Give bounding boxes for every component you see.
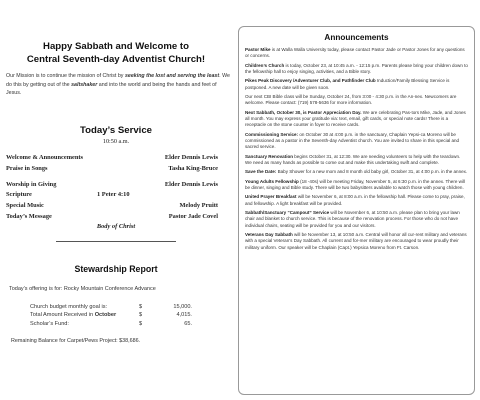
fund-row [30,303,200,311]
fund-list [30,303,200,328]
fund-label [30,321,69,327]
announcement-item [245,154,468,167]
mission-text-before: Our Mission is to continue the mission of Christ by [6,73,125,79]
service-row-person: Elder Dennis Lewis [164,154,218,161]
service-row-label: Scripture [6,191,32,199]
announcement-text: Induction/Family Blessing Service is postponed. A new date will be given soon. [245,78,450,90]
fund-currency: $ [139,312,143,319]
mission-emphasis-1: seeking the lost and serving the least [124,73,220,79]
welcome-title-line1: Happy Sabbath and Welcome to [43,41,189,52]
announcement-item [245,132,468,151]
remaining-balance [11,337,233,345]
service-row-person: Tasha King-Bruce [168,164,218,172]
announcement-item [245,63,468,76]
announcement-text: begins October 31, at 12:30. We are needing volunteers to help with the teardown. We need as many hands as possible to come out and make this undertaking swift and complete. [245,153,461,165]
announcement-text: (18 -40s) will be meeting Friday, November 5, at 6:30 p.m. in the annex. There will be dinner, singing and Bible study. There will be two babysitters available to watch those with young children. [245,178,465,190]
service-row [6,180,232,191]
announcement-text: Baby Shower for a new mom and 8 month old baby girl, October 31, at 4:00 p.m. in the annex. [276,169,468,175]
announcement-item [245,47,468,60]
service-order [6,153,232,223]
welcome-title [0,40,232,66]
remaining-balance-value: $38,686. [119,338,141,344]
announcement-heading: Save the Date: [245,169,277,175]
announcement-text: Our next CBI Bible class will be Sunday, October 24, from 3:00 - 4:30 p.m. in the An-nex. Newcomers are welcome. Please contact: (719) 578-5636 for more information. [245,94,457,106]
service-row-label: Special Music [6,202,44,210]
fund-currency: $ [139,304,143,310]
fund-label-text: Church budget monthly goal is: [30,304,108,310]
announcement-heading: Pastor Mike [245,47,271,52]
remaining-balance-label: Remaining Balance for Carpet/Pews Project: [11,338,120,344]
announcement-text: will be November 6, at 8:00 a.m. in the fellowship hall. Please come to pray, praise, and fellowship. A light breakfast will be provided. [245,194,465,206]
fund-amount: 65. [184,320,192,327]
announcement-item [245,94,468,107]
service-row-label: Worship in Giving [6,180,57,188]
service-row-person: Pastor Jade Covel [168,212,218,220]
mission-text-after: and into the world and being the hands and feet of Jesus. [6,81,217,97]
announcement-heading: Commissioning Service: [245,131,299,137]
fund-label [30,304,107,310]
service-row-label: Praise in Songs [6,164,48,172]
announcement-text: will be November 6, at 10:50 a.m. please plan to bring your lawn chair and blanket to church service. This is because of the renovation process. For those who do not have individual chairs, seating will be provided for you and our visitors. [245,210,460,228]
announcement-heading: Children’s Church [245,62,285,68]
mission-emphasis-2: saltshaker [71,81,98,88]
service-row [6,190,232,201]
fund-row [30,320,200,328]
announcement-heading: Young Adults Fellowship [245,178,299,184]
service-row-label: Today’s Message [6,212,52,220]
service-closing: Body of Christ [96,223,136,230]
service-row-person: Elder Dennis Lewis [164,180,218,188]
announcements-panel [238,26,475,395]
section-divider [56,241,176,242]
service-row [6,164,232,175]
service-row-reference: 1 Peter 4:10 [97,191,130,199]
announcement-item [245,210,468,229]
service-row-person: Melody Pruitt [179,202,218,210]
announcement-text: is at Walla Walla University today, please contact Pastor Jade or Pastor Jones for any questions or concerns. [245,47,465,59]
announcement-heading: Next Sabbath, October 30, is Pastor Appreciation Day. [245,109,362,115]
announcement-item [245,78,468,91]
announcement-text: on October 30 at 4:00 p.m. in the sanctuary, Chaplain Yepsi-ca Moreno will be commissioned as a pastor in the Seventh-day Adventist church. You are invited to share in this special and sacred service. [245,131,460,150]
announcements-title: Announcements [324,33,389,42]
left-panel [0,0,232,400]
service-title: Today’s Service [80,125,152,136]
announcement-text: We are celebrating Pas-tors Mike, Jade, and Jones all month. You may express your gratitude via: text, email, gift cards, or special note cards! There is a receptacle on the stone counter in foyer to receive cards. [245,109,466,128]
fund-label [30,312,116,318]
announcement-item [245,232,468,251]
announcement-heading: Sanctuary Renovation [245,153,294,159]
announcement-item [245,169,468,175]
welcome-title-line2: Central Seventh-day Adventist Church! [26,54,206,65]
service-row [6,201,232,212]
service-time: 10:50 a.m. [102,138,130,145]
fund-currency: $ [139,320,143,327]
mission-text-middle: . We do this by getting out of the [6,73,230,88]
fund-label-bold: October [94,312,117,319]
service-row-label: Welcome & Announcements [6,154,84,161]
announcement-heading: Veterans Day Sabbath [245,232,293,238]
announcement-heading: Sabbath/Sanctuary “Campout” Service [245,210,330,216]
fund-amount: 15,000. [173,304,192,310]
announcement-text: will be November 13, at 10:50 a.m. Central will honor all cur-rent military and veterans with a special Veteran’s Day Sabbath. All current and for-mer military are encouraged to wear proudly their military uniform. Our speaker will be Chaplain (Capt.) Yepsica Moreno from Ft. Carson. [245,232,467,250]
announcement-text: is today, October 23, at 10:45 a.m. - 12:15 p.m. Parents please bring your children down to the fellowship hall to enjoy singing, activities, and a Bible story. [245,62,468,74]
service-row [6,153,232,164]
fund-label-text: Scholar’s Fund: [30,320,69,327]
mission-statement [6,72,230,98]
offering-note: Today’s offering is for: Rocky Mountain Conference Advance [9,286,156,292]
stewardship-title: Stewardship Report [74,264,158,274]
fund-label-text: Total Amount Received in [30,312,95,319]
fund-amount: 4,015. [176,312,192,319]
announcement-heading: Pikes Peak Discovery /Adventurer Club, and Pathfinder Club [245,78,376,84]
announcement-item [245,110,468,129]
announcement-heading: United Prayer Breakfast [245,194,297,200]
announcement-item [245,194,468,207]
fund-row [30,311,200,319]
announcement-item [245,179,468,192]
